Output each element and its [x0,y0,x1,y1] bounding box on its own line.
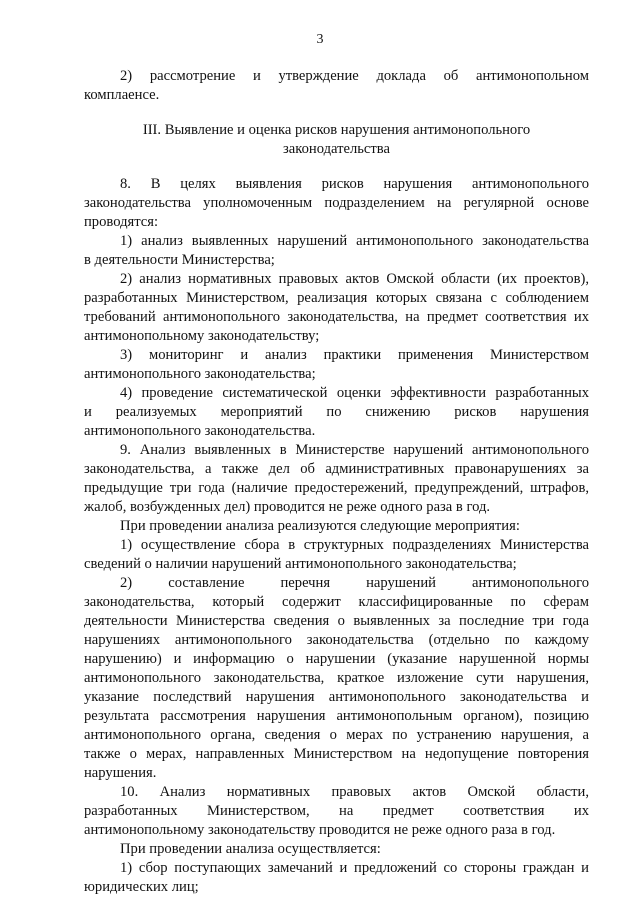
intro-item [84,67,589,105]
text-line: разработанных Министерством, реализация которых связана с соблюдением [84,290,589,306]
text-line: 2) рассмотрение и утверждение доклада об антимонопольном [120,68,589,84]
text-line: 3) мониторинг и анализ практики применения Министерством [120,347,589,363]
text-line: 4) проведение систематической оценки эффективности разработанных [120,385,589,401]
text-line: 9. Анализ выявленных в Министерстве нарушений антимонопольного [120,442,589,458]
text-line: При проведении анализа реализуются следующие мероприятия: [120,518,520,534]
text-line: в деятельности Министерства; [84,252,275,268]
text-line: 1) осуществление сбора в структурных подразделениях Министерства [120,537,589,553]
text-line: При проведении анализа осуществляется: [120,841,381,857]
section-heading-line-2: законодательства [283,141,390,157]
document-body [84,175,589,897]
paragraph-9 [84,441,589,460]
text-line: также о мерах, направленных Министерством на недопущение повторения [84,746,589,762]
text-line: законодательства уполномоченным подразделением на регулярной основе [84,195,589,211]
text-line: 1) сбор поступающих замечаний и предложений со стороны граждан и [120,860,589,876]
text-line: законодательства, а также дел об административных правонарушениях за [84,461,589,477]
paragraph-8 [84,175,589,194]
text-line: деятельности Министерства сведения о выявленных за последние три года [84,613,589,629]
text-line: юридических лиц; [84,879,199,895]
section-heading [84,121,589,159]
text-line: требований антимонопольного законодательства, на предмет соответствия их [84,309,589,325]
text-line: 2) составление перечня нарушений антимонопольного [120,575,589,591]
text-line: антимонопольного законодательства, краткое изложение сути нарушения, [84,670,589,686]
page-number: 3 [316,32,324,47]
text-line: антимонопольного законодательства; [84,366,316,382]
text-line: антимонопольного органа, сведения о мерах по устранению нарушения, а [84,727,589,743]
section-heading-line-1: III. Выявление и оценка рисков нарушения антимонопольного [142,122,531,138]
text-line: разработанных Министерством, на предмет соответствия их [84,803,589,819]
text-line: 2) анализ нормативных правовых актов Омской области (их проектов), [120,271,589,287]
text-line: законодательства, который содержит классифицированные по сферам [84,594,589,610]
text-line: 10. Анализ нормативных правовых актов Омской области, [120,784,589,800]
text-line: антимонопольному законодательству; [84,328,320,344]
text-line: сведений о наличии нарушений антимонопольного законодательства; [84,556,517,572]
text-line: нарушениях антимонопольного законодательства (отдельно по каждому [84,632,589,648]
text-line: указание последствий нарушения антимонопольного законодательства и [84,689,589,705]
text-line: и реализуемых мероприятий по снижению рисков нарушения [84,404,589,420]
text-line: антимонопольному законодательству проводится не реже одного раза в год. [84,822,556,838]
text-line: предыдущие три года (наличие предостережений, предупреждений, штрафов, [84,480,589,496]
text-line: 8. В целях выявления рисков нарушения антимонопольного [120,176,589,192]
text-line: проводятся: [84,214,159,230]
text-line: результата рассмотрения нарушения антимонопольным органом), позицию [84,708,589,724]
text-line: нарушению) и информацию о нарушении (указание нарушенной нормы [84,651,589,667]
text-line: нарушения. [84,765,157,781]
text-line: жалоб, возбужденных дел) проводится не реже одного раза в год. [84,499,491,515]
text-line: комплаенсе. [84,87,160,103]
text-line: 1) анализ выявленных нарушений антимонопольного законодательства [120,233,589,249]
text-line: антимонопольного законодательства. [84,423,316,439]
paragraph-10 [84,783,589,802]
